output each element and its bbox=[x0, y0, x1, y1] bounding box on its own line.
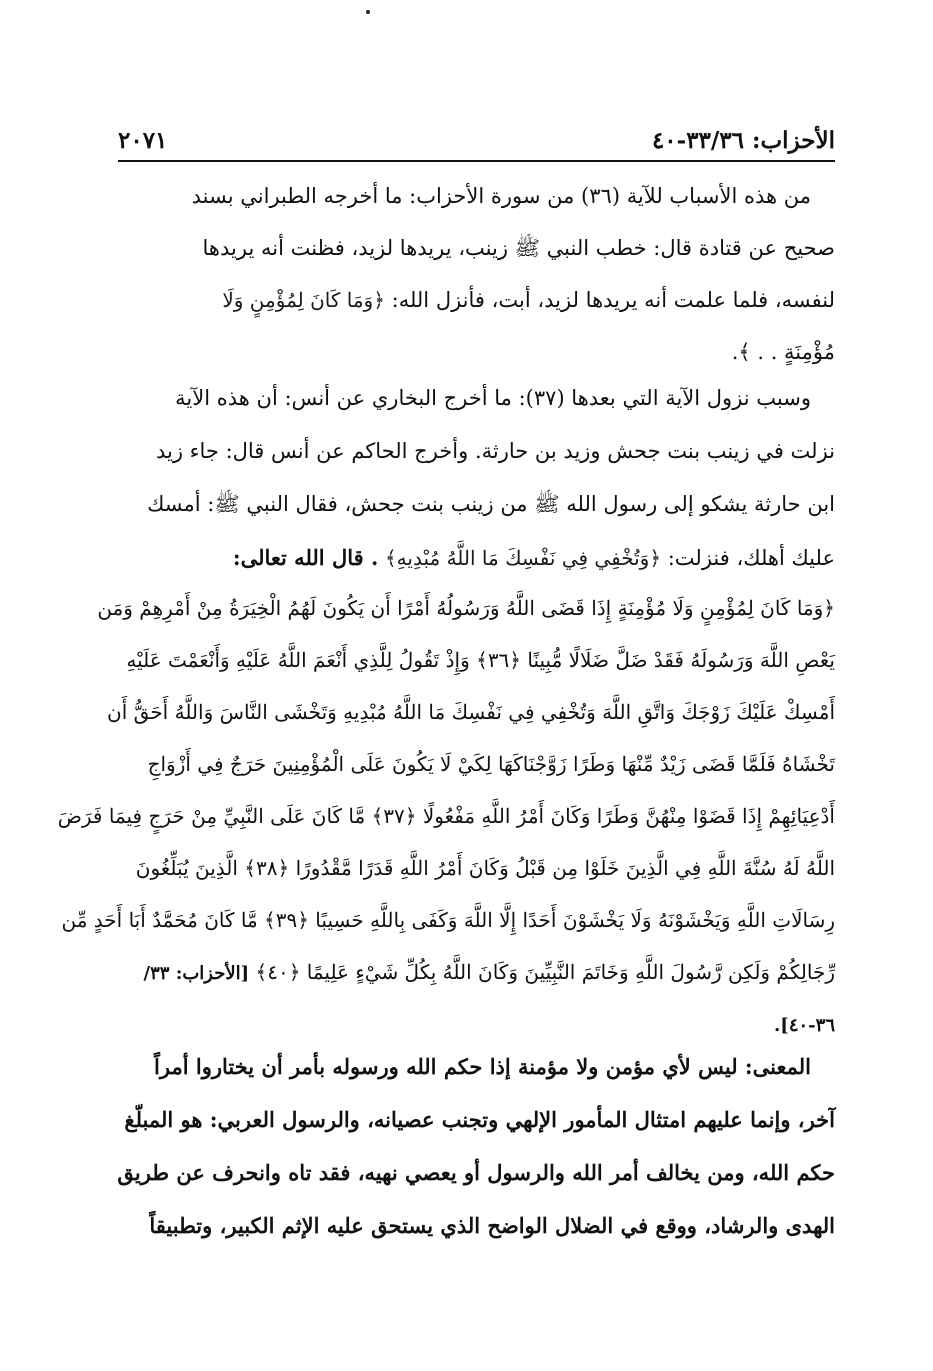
text-line: ابن حارثة يشكو إلى رسول الله ﷺ من زينب بنت جحش، فقال النبي ﷺ: أمسك bbox=[147, 492, 835, 516]
verse-reference: [الأحزاب: ٣٣/ bbox=[143, 963, 250, 984]
quran-verses-block bbox=[57, 582, 835, 1052]
header-rule bbox=[118, 160, 835, 162]
verse-line: أَدْعِيَائِهِمْ إِذَا قَضَوْا مِنْهُنَّ وَطَرًا وَكَانَ أَمْرُ اللَّهِ مَفْعُولًا ﴿٣٧﴾ مَّا كَانَ عَلَى النَّبِيِّ مِنْ حَرَجٍ فِيمَا فَرَضَ bbox=[57, 804, 835, 828]
text-fragment: عليك أهلك، فنزلت: bbox=[667, 546, 835, 570]
verse-line: يَعْصِ اللَّهَ وَرَسُولَهُ فَقَدْ ضَلَّ ضَلَالًا مُّبِينًا ﴿٣٦﴾ وَإِذْ تَقُولُ لِلَّذِي أَنْعَمَ اللَّهُ عَلَيْهِ وَأَنْعَمْتَ عَلَيْهِ bbox=[126, 648, 835, 672]
surah-reference: الأحزاب: ٣٣/٣٦-٤٠ bbox=[651, 127, 835, 154]
verse-fragment: رِّجَالِكُمْ وَلَكِن رَّسُولَ اللَّهِ وَخَاتَمَ النَّبِيِّينَ وَكَانَ اللَّهُ بِكُلِّ شَيْءٍ عَلِيمًا ﴿٤٠﴾ bbox=[255, 960, 835, 984]
text-line bbox=[118, 274, 835, 326]
verse-line: اللَّهُ لَهُ سُنَّةَ اللَّهِ فِي الَّذِينَ خَلَوْا مِن قَبْلُ وَكَانَ أَمْرُ اللَّهِ قَدَرًا مَّقْدُورًا ﴿٣٨﴾ الَّذِينَ يُبَلِّغُونَ bbox=[135, 856, 835, 880]
text-line: من هذه الأسباب للآية (٣٦) من سورة الأحزاب: ما أخرجه الطبراني بسند bbox=[191, 184, 811, 208]
text-line: وسبب نزول الآية التي بعدها (٣٧): ما أخرج البخاري عن أنس: أن هذه الآية bbox=[175, 386, 811, 410]
text-line: الهدى والرشاد، ووقع في الضلال الواضح الذي يستحق عليه الإثم الكبير، وتطبيقاً bbox=[149, 1213, 835, 1238]
text-line: حكم الله، ومن يخالف أمر الله والرسول أو يعصي نهيه، فقد تاه وانحرف عن طريق bbox=[117, 1160, 835, 1185]
text-fragment: . قال الله تعالى: bbox=[232, 545, 379, 570]
paragraph-meaning bbox=[118, 1040, 835, 1252]
text-line: نزلت في زينب بنت جحش وزيد بن حارثة. وأخرج الحاكم عن أنس قال: جاء زيد bbox=[155, 439, 835, 463]
quran-fragment: ﴿وَتُخْفِي فِي نَفْسِكَ مَا اللَّهُ مُبْدِيهِ﴾ bbox=[384, 546, 662, 570]
verse-line: ﴿وَمَا كَانَ لِمُؤْمِنٍ وَلَا مُؤْمِنَةٍ إِذَا قَضَى اللَّهُ وَرَسُولُهُ أَمْرًا أَن يَكُونَ لَهُمُ الْخِيَرَةُ مِنْ أَمْرِهِمْ وَمَن bbox=[97, 596, 835, 620]
quran-fragment: ﴿وَمَا كَانَ لِمُؤْمِنٍ وَلَا bbox=[222, 288, 385, 312]
paragraph-asbab-37 bbox=[118, 372, 835, 585]
page-dot bbox=[366, 10, 370, 14]
text-line: آخر، وإنما عليهم امتثال المأمور الإلهي وتجنب عصيانه، والرسول العربي: هو المبلّغ bbox=[124, 1107, 835, 1132]
verse-line: رِسَالَاتِ اللَّهِ وَيَخْشَوْنَهُ وَلَا يَخْشَوْنَ أَحَدًا إِلَّا اللَّهَ وَكَفَى بِاللَّهِ حَسِيبًا ﴿٣٩﴾ مَّا كَانَ مُحَمَّدٌ أَبَا أَحَدٍ مِّن bbox=[61, 908, 835, 932]
verse-reference-end: ٣٦-٤٠]. bbox=[774, 1015, 835, 1036]
paragraph-asbab-36 bbox=[118, 170, 835, 378]
text-line bbox=[118, 531, 835, 585]
text-line: المعنى: ليس لأي مؤمن ولا مؤمنة إذا حكم الله ورسوله بأمر أن يختاروا أمراً bbox=[154, 1054, 811, 1079]
verse-line bbox=[118, 946, 835, 1000]
verse-line: أَمْسِكْ عَلَيْكَ زَوْجَكَ وَاتَّقِ اللَّهَ وَتُخْفِي فِي نَفْسِكَ مَا اللَّهُ مُبْدِيهِ وَتَخْشَى النَّاسَ وَاللَّهُ أَحَقُّ أَن bbox=[107, 700, 835, 724]
text-fragment: لنفسه، فلما علمت أنه يريدها لزيد، أبت، فأنزل الله: bbox=[391, 288, 835, 312]
page-number: ٢٠٧١ bbox=[118, 127, 168, 154]
verse-line: تَخْشَاهُ فَلَمَّا قَضَى زَيْدٌ مِّنْهَا وَطَرًا زَوَّجْنَاكَهَا لِكَيْ لَا يَكُونَ عَلَى الْمُؤْمِنِينَ حَرَجٌ فِي أَزْوَاجِ bbox=[147, 752, 835, 776]
text-line: مُؤْمِنَةٍ . . ﴾. bbox=[731, 340, 835, 364]
page-header bbox=[118, 120, 835, 154]
text-line: صحيح عن قتادة قال: خطب النبي ﷺ زينب، يريدها لزيد، فظنت أنه يريدها bbox=[202, 236, 835, 260]
